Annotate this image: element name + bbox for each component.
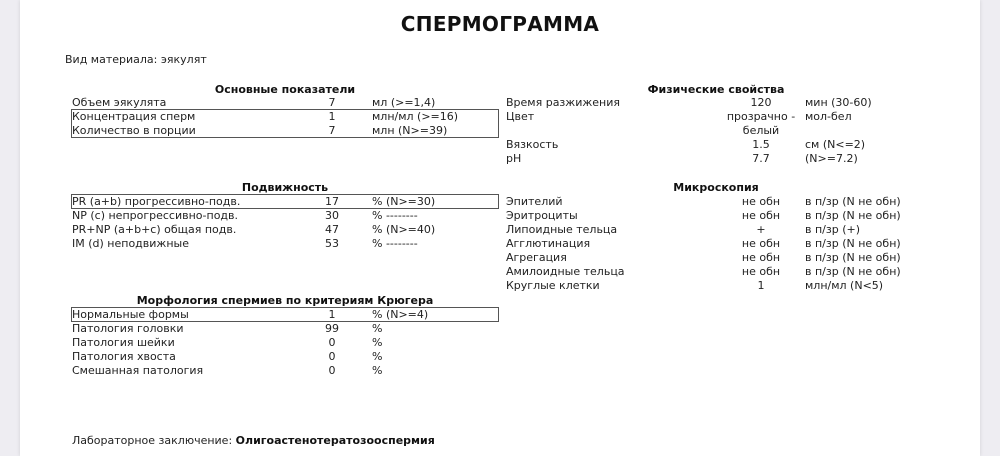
row-value: 7 [328, 124, 336, 137]
table-row [506, 251, 926, 265]
conclusion-label: Лабораторное заключение: [72, 434, 233, 447]
table-row [506, 237, 926, 251]
row-unit: мол-бел [805, 110, 852, 123]
row-value: не обн [741, 251, 781, 264]
row-value: 1 [328, 308, 336, 321]
row-unit: в п/зр (+) [805, 223, 861, 236]
table-row [72, 223, 498, 237]
row-value: 1.5 [752, 138, 770, 151]
row-value: 7 [328, 96, 336, 109]
table-row [72, 336, 498, 350]
row-label: Концентрация сперм [72, 110, 196, 123]
row-label: Цвет [506, 110, 535, 123]
row-value: 0 [328, 364, 336, 377]
table-row [506, 223, 926, 237]
document-page [20, 0, 980, 456]
row-unit: % -------- [372, 209, 418, 222]
row-unit: % (N>=4) [372, 308, 429, 321]
table-row [506, 138, 926, 152]
row-unit: % [372, 322, 383, 335]
section-title-morphology: Морфология спермиев по критериям Крюгера [136, 294, 434, 307]
row-value: 1 [328, 110, 336, 123]
table-row [506, 96, 926, 110]
row-value: не обн [741, 265, 781, 278]
row-label: Круглые клетки [506, 279, 600, 292]
row-label: Патология головки [72, 322, 184, 335]
row-label: Смешанная патология [72, 364, 204, 377]
row-unit: % (N>=40) [372, 223, 436, 236]
row-value: не обн [741, 237, 781, 250]
table-row [506, 195, 926, 209]
table-row [72, 124, 498, 138]
row-unit: в п/зр (N не обн) [805, 237, 901, 250]
row-label: Количество в порции [72, 124, 196, 137]
table-row [72, 209, 498, 223]
row-label: NP (c) непрогрессивно-подв. [72, 209, 239, 222]
row-unit: млн (N>=39) [372, 124, 448, 137]
row-unit: в п/зр (N не обн) [805, 265, 901, 278]
row-label: Объем эякулята [72, 96, 167, 109]
table-row [506, 279, 926, 293]
row-value: 0 [328, 350, 336, 363]
table-row [506, 209, 926, 223]
table-row [72, 195, 498, 209]
row-unit: мл (>=1,4) [372, 96, 436, 109]
row-label: Патология хвоста [72, 350, 176, 363]
row-label: Липоидные тельца [506, 223, 618, 236]
row-label: pH [506, 152, 522, 165]
table-row [72, 364, 498, 378]
row-unit: % [372, 336, 383, 349]
row-label: Эритроциты [506, 209, 578, 222]
section-title-physical: Физические свойства [647, 83, 785, 96]
row-unit: % [372, 364, 383, 377]
row-label: IM (d) неподвижные [72, 237, 189, 250]
section-title-basic: Основные показатели [214, 83, 356, 96]
row-value-line1: прозрачно - [726, 110, 796, 123]
row-unit: % -------- [372, 237, 418, 250]
row-label: Амилоидные тельца [506, 265, 625, 278]
table-row [72, 308, 498, 322]
table-row [72, 110, 498, 124]
table-row [506, 110, 926, 138]
table-row [72, 350, 498, 364]
row-value: 47 [325, 223, 339, 236]
row-value: 30 [325, 209, 339, 222]
row-unit: % (N>=30) [372, 195, 436, 208]
row-value: не обн [741, 195, 781, 208]
row-value: 17 [325, 195, 339, 208]
row-label: Агрегация [506, 251, 567, 264]
row-value: не обн [741, 209, 781, 222]
table-row [72, 322, 498, 336]
lab-conclusion [72, 434, 435, 447]
row-label: PR (a+b) прогрессивно-подв. [72, 195, 241, 208]
row-value-line2: белый [742, 124, 780, 137]
row-value: 7.7 [752, 152, 770, 165]
row-unit: (N>=7.2) [805, 152, 858, 165]
material-type: Вид материала: эякулят [65, 53, 207, 66]
row-unit: в п/зр (N не обн) [805, 251, 901, 264]
table-row [72, 96, 498, 110]
row-unit: см (N<=2) [805, 138, 866, 151]
row-label: Нормальные формы [72, 308, 189, 321]
row-unit: в п/зр (N не обн) [805, 209, 901, 222]
row-label: Агглютинация [506, 237, 591, 250]
row-label: Вязкость [506, 138, 559, 151]
row-value: 53 [325, 237, 339, 250]
row-unit: млн/мл (>=16) [372, 110, 459, 123]
row-value: 120 [750, 96, 772, 109]
row-label: Патология шейки [72, 336, 175, 349]
row-label: PR+NP (a+b+c) общая подв. [72, 223, 237, 236]
row-value: + [756, 223, 766, 236]
row-label: Время разжижения [506, 96, 620, 109]
page-title: СПЕРМОГРАММА [400, 12, 600, 36]
row-label: Эпителий [506, 195, 563, 208]
table-row [72, 237, 498, 251]
section-title-microscopy: Микроскопия [673, 181, 759, 194]
table-row [506, 152, 926, 166]
section-title-motility: Подвижность [241, 181, 329, 194]
row-unit: млн/мл (N<5) [805, 279, 884, 292]
row-value: 0 [328, 336, 336, 349]
row-value: 1 [757, 279, 765, 292]
table-row [506, 265, 926, 279]
conclusion-value: Олигоастенотератозооспермия [235, 434, 435, 447]
row-unit: в п/зр (N не обн) [805, 195, 901, 208]
row-unit: % [372, 350, 383, 363]
row-unit: мин (30-60) [805, 96, 872, 109]
row-value: 99 [325, 322, 339, 335]
